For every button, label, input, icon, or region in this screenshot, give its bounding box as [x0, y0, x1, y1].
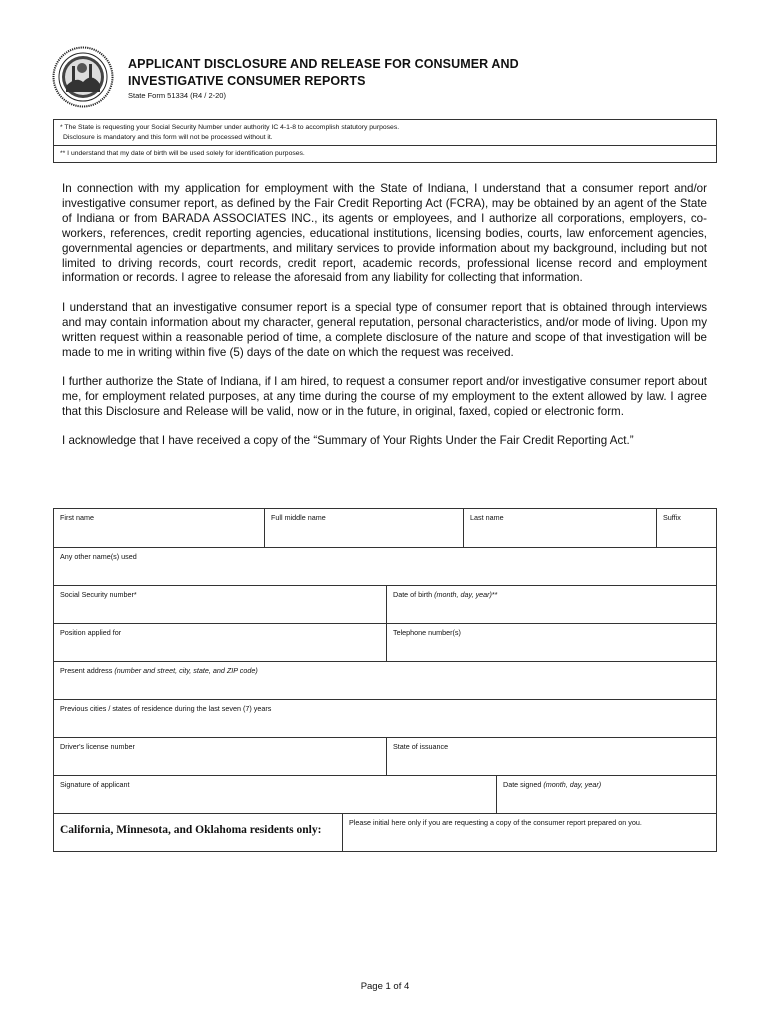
ssn-dob-row: [54, 585, 716, 623]
position-phone-row: [54, 623, 716, 661]
paragraph-3: I further authorize the State of Indiana, if I am hired, to request a consumer report and/or investigative consumer report about me, for employment related purposes, at any time during the course of my employment to the extent allowed by law. I agree that this Disclosure and Release will be valid, now or in the future, in original, faxed, copied or electronic form.: [62, 375, 707, 418]
ca-residents-row: [54, 813, 716, 851]
license-label: Driver's license number: [60, 742, 135, 751]
date-signed-field[interactable]: [496, 776, 716, 813]
state-issuance-field[interactable]: [386, 738, 716, 775]
dob-note: ** I understand that my date of birth will be used solely for identification purposes.: [54, 145, 716, 162]
date-signed-hint: (month, day, year): [543, 780, 602, 789]
ssn-field[interactable]: [54, 586, 386, 623]
position-field[interactable]: [54, 624, 386, 661]
ssn-note-line-1: * The State is requesting your Social Security Number under authority IC 4-1-8 to accomplish statutory purposes.: [60, 124, 400, 131]
position-label: Position applied for: [60, 628, 122, 637]
other-names-row: [54, 547, 716, 585]
suffix-label: Suffix: [663, 513, 681, 522]
signature-field[interactable]: [54, 776, 496, 813]
middle-name-field[interactable]: [264, 509, 463, 547]
previous-cities-row: [54, 699, 716, 737]
license-field[interactable]: [54, 738, 386, 775]
date-signed-label: Date signed: [503, 780, 544, 789]
first-name-field[interactable]: [54, 509, 264, 547]
address-field[interactable]: [54, 662, 716, 699]
form-title: [128, 56, 519, 90]
title-line-1: APPLICANT DISCLOSURE AND RELEASE FOR CONSUMER AND: [128, 57, 519, 71]
license-row: [54, 737, 716, 775]
ssn-note: [54, 120, 716, 145]
ssn-label: Social Security number*: [60, 590, 137, 599]
initial-prompt-label: Please initial here only if you are requesting a copy of the consumer report prepared on you.: [349, 818, 642, 827]
page-number: Page 1 of 4: [360, 981, 410, 992]
suffix-field[interactable]: [656, 509, 716, 547]
first-name-label: First name: [60, 513, 94, 522]
ca-residents-label: California, Minnesota, and Oklahoma residents only:: [60, 824, 322, 836]
signature-label: Signature of applicant: [60, 780, 130, 789]
previous-cities-field[interactable]: [54, 700, 716, 737]
middle-name-label: Full middle name: [271, 513, 326, 522]
form-number: State Form 51334 (R4 / 2-20): [128, 91, 226, 100]
state-seal-logo: [52, 46, 114, 108]
other-names-label: Any other name(s) used: [60, 552, 137, 561]
dob-suffix: **: [491, 590, 498, 599]
last-name-label: Last name: [470, 513, 504, 522]
address-label: Present address: [60, 666, 115, 675]
dob-field[interactable]: [386, 586, 716, 623]
address-hint: (number and street, city, state, and ZIP code): [114, 666, 258, 675]
title-line-2: INVESTIGATIVE CONSUMER REPORTS: [128, 74, 366, 88]
address-row: [54, 661, 716, 699]
last-name-field[interactable]: [463, 509, 656, 547]
paragraph-2: I understand that an investigative consumer report is a special type of consumer report that is obtained through interviews and may contain information about my character, general reputation, personal characteristics, and/or mode of living. Upon my written request within a reasonable period of time, a complete disclosure of the nature and scope of that investigation will be made to me in writing within five (5) days of the date on which the request was received.: [62, 300, 707, 359]
dob-label: Date of birth: [393, 590, 435, 599]
dob-hint: (month, day, year): [434, 590, 492, 599]
other-names-field[interactable]: [54, 548, 716, 585]
initial-field[interactable]: [342, 814, 716, 851]
state-issuance-label: State of issuance: [393, 742, 449, 751]
ssn-note-line-2: Disclosure is mandatory and this form will not be processed without it.: [63, 133, 273, 141]
notes-box: [53, 119, 717, 163]
telephone-field[interactable]: [386, 624, 716, 661]
previous-cities-label: Previous cities / states of residence during the last seven (7) years: [60, 704, 272, 713]
telephone-label: Telephone number(s): [393, 628, 461, 637]
name-row: [54, 509, 716, 547]
paragraph-1: In connection with my application for employment with the State of Indiana, I understand that a consumer report and/or investigative consumer report, as defined by the Fair Credit Reporting Act (FCRA), may be obtained by an agent of the State of Indiana or from BARADA ASSOCIATES INC., its agents or employees, and I authorize all corporations, employers, co-workers, references, credit reporting agencies, educational institutions, licensing bodies, courts, law enforcement agencies, governmental agencies or departments, and military services to provide information about my background, including but not limited to driving records, court records, credit report, academic records, professional license record and employment information or records. I agree to release the aforesaid from any liability for collecting that information.: [62, 182, 707, 285]
applicant-form: [53, 508, 717, 852]
disclosure-text: [62, 182, 707, 464]
paragraph-4: I acknowledge that I have received a copy of the “Summary of Your Rights Under the Fair Credit Reporting Act.”: [62, 434, 634, 448]
signature-row: [54, 775, 716, 813]
